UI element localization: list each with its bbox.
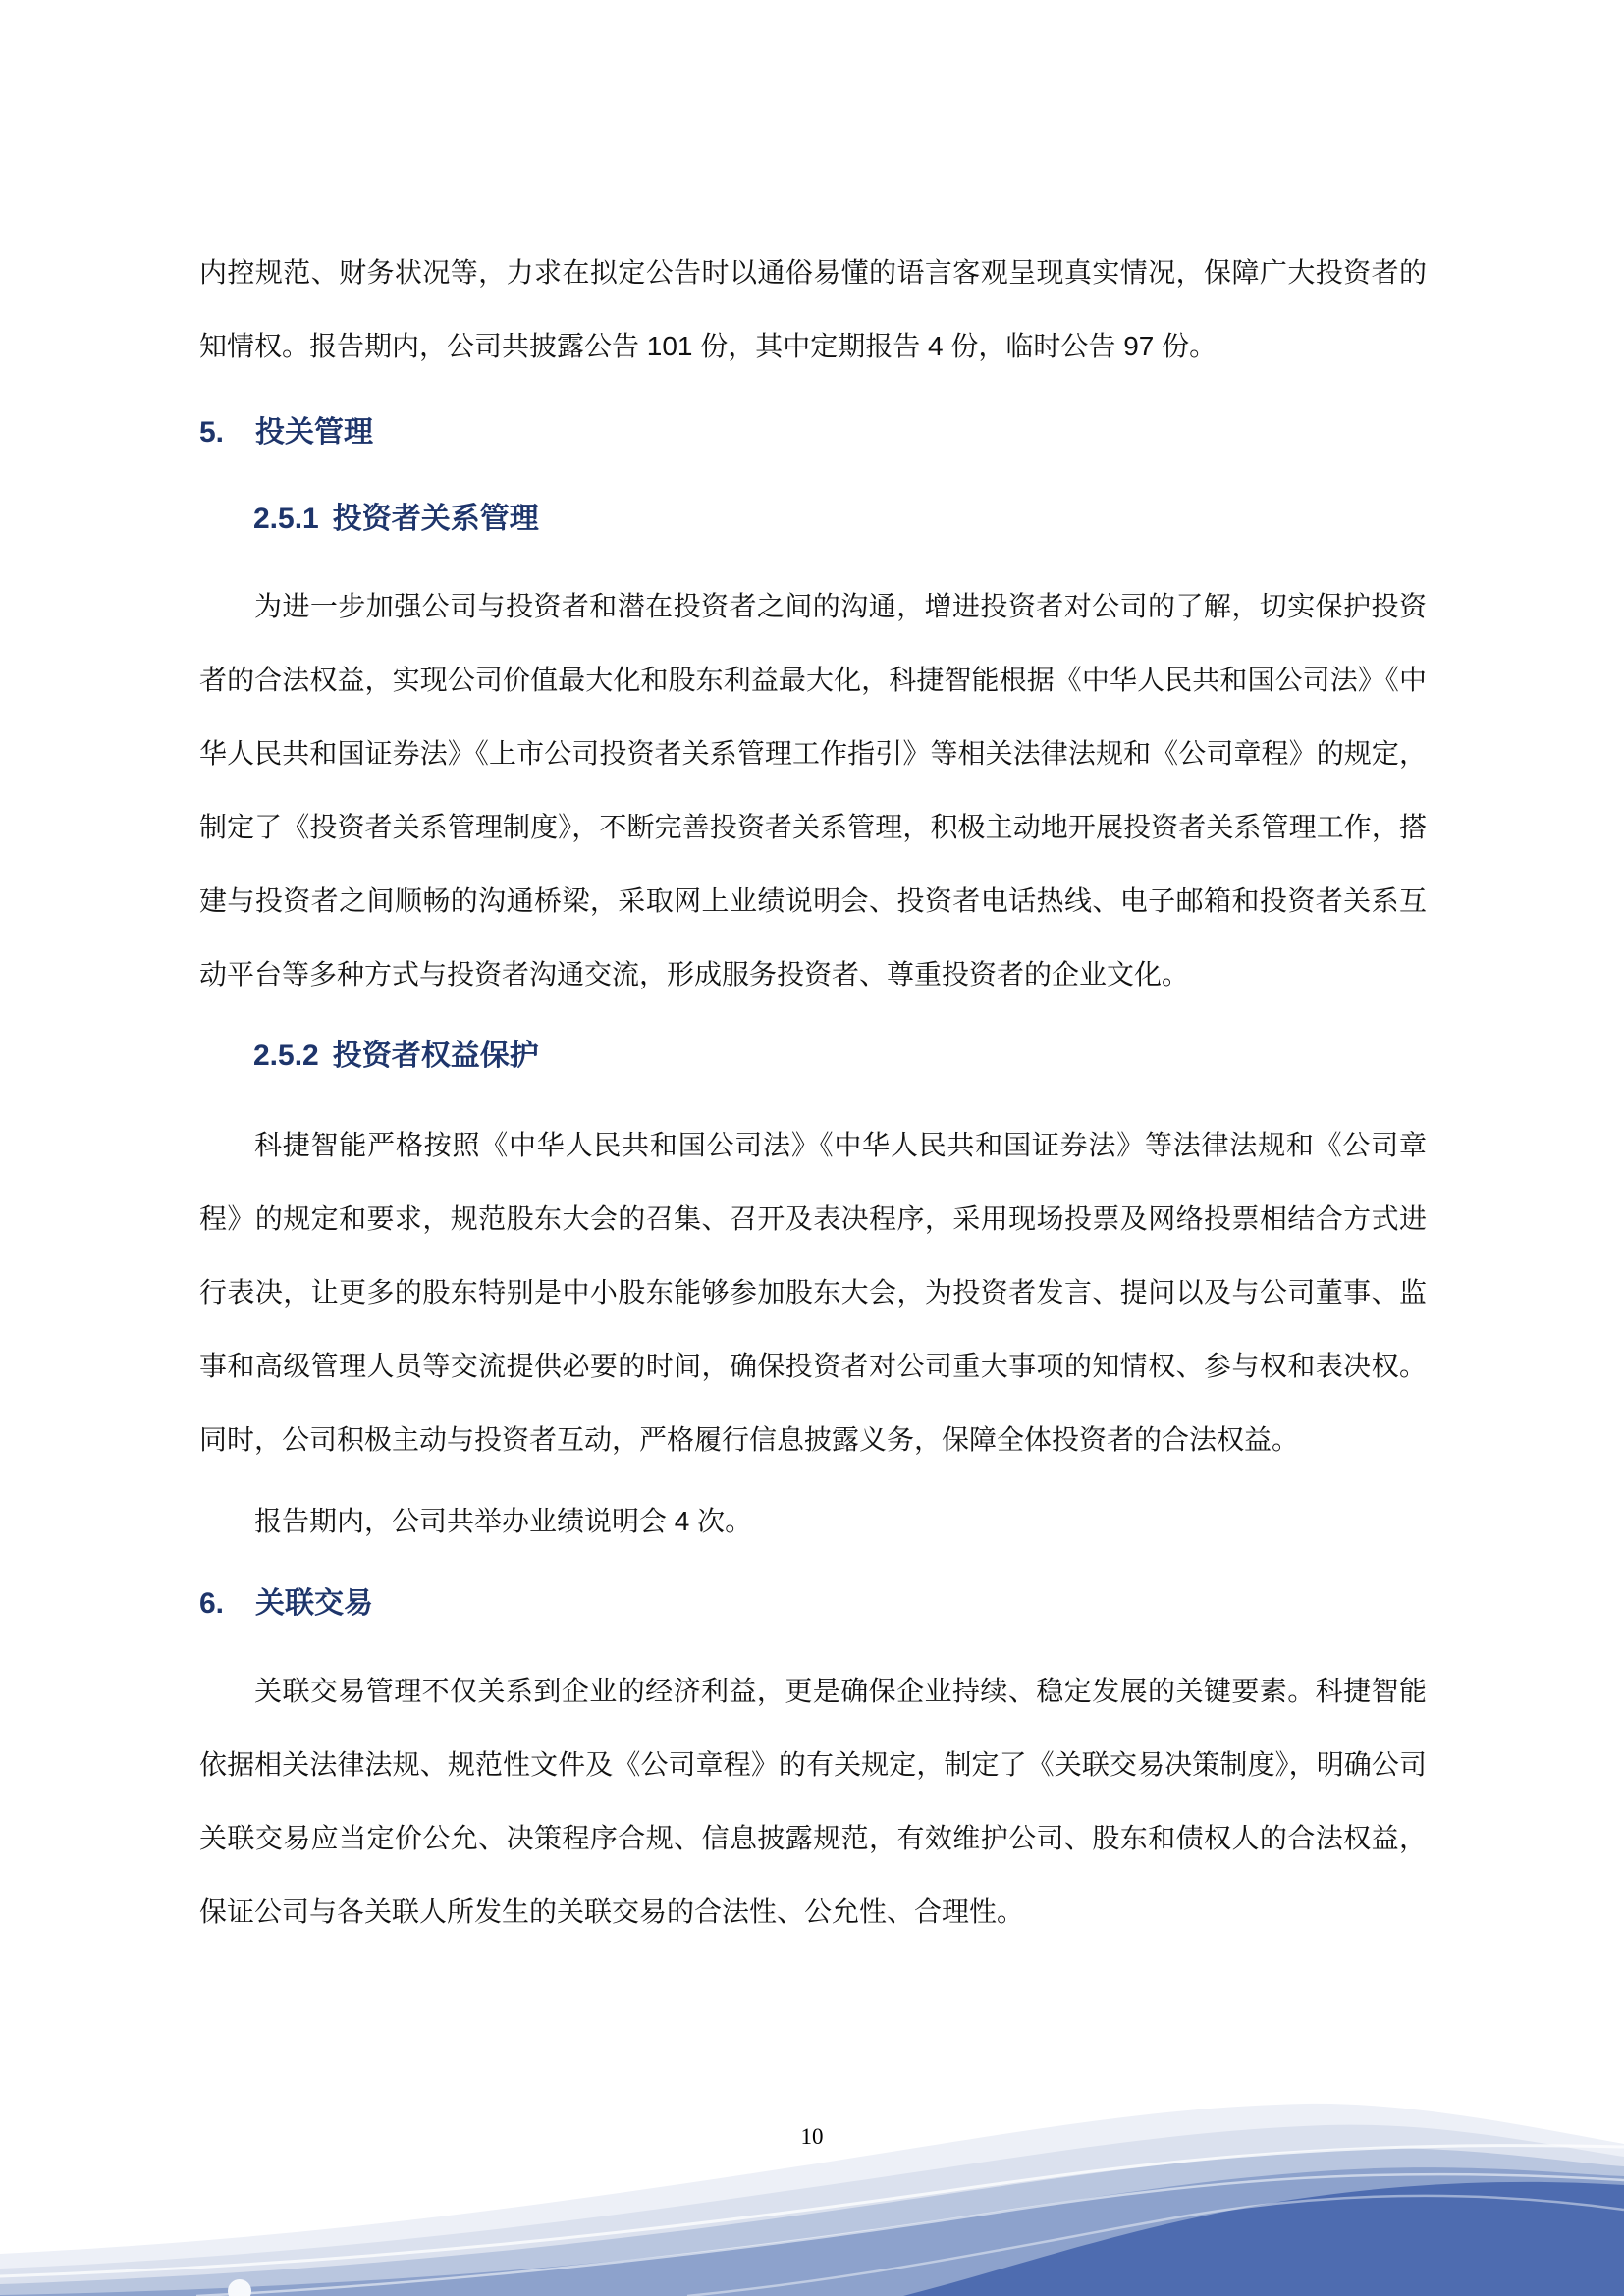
subsection-heading-251 <box>253 497 1427 542</box>
body-paragraph: 关联交易管理不仅关系到企业的经济利益，更是确保企业持续、稳定发展的关键要素。科捷智能依据相关法律法规、规范性文件及《公司章程》的有关规定，制定了《关联交易决策制度》，明确公司关联交易应当定价公允、决策程序合规、信息披露规范，有效维护公司、股东和债权人的合法权益，保证公司与各关联人所发生的关联交易的合法性、公允性、合理性。 <box>199 1676 1427 1927</box>
page-number: 10 <box>800 2124 824 2149</box>
body-paragraph: 为进一步加强公司与投资者和潜在投资者之间的沟通，增进投资者对公司的了解，切实保护投资者的合法权益，实现公司价值最大化和股东利益最大化，科捷智能根据《中华人民共和国公司法》《中华人民共和国证券法》《上市公司投资者关系管理工作指引》等相关法律法规和《公司章程》的规定，制定了《投资者关系管理制度》，不断完善投资者关系管理，积极主动地开展投资者关系管理工作，搭建与投资者之间顺畅的沟通桥梁，采取网上业绩说明会、投资者电话热线、电子邮箱和投资者关系互动平台等多种方式与投资者沟通交流，形成服务投资者、尊重投资者的企业文化。 <box>199 591 1427 989</box>
body-paragraph: 报告期内，公司共举办业绩说明会 4 次。 <box>254 1506 753 1536</box>
text-column <box>199 236 1427 1949</box>
subsection-title: 投资者权益保护 <box>332 1040 539 1072</box>
footer-wave-decoration <box>0 1982 1624 2296</box>
subsection-number: 2.5.2 <box>253 1040 319 1072</box>
section-title: 关联交易 <box>255 1587 373 1620</box>
section-heading-5 <box>199 410 1427 455</box>
subsection-title: 投资者关系管理 <box>332 503 539 535</box>
section-number: 6. <box>199 1587 225 1620</box>
section-heading-6 <box>199 1581 1427 1627</box>
body-paragraph: 内控规范、财务状况等，力求在拟定公告时以通俗易懂的语言客观呈现真实情况，保障广大投资者的知情权。报告期内，公司共披露公告 101 份，其中定期报告 4 份，临时公告 97 份。 <box>199 257 1427 361</box>
subsection-number: 2.5.1 <box>253 503 319 535</box>
section-title: 投关管理 <box>255 416 373 449</box>
subsection-heading-252 <box>253 1034 1427 1079</box>
body-paragraph: 科捷智能严格按照《中华人民共和国公司法》《中华人民共和国证券法》等法律法规和《公司章程》的规定和要求，规范股东大会的召集、召开及表决程序，采用现场投票及网络投票相结合方式进行表决，让更多的股东特别是中小股东能够参加股东大会，为投资者发言、提问以及与公司董事、监事和高级管理人员等交流提供必要的时间，确保投资者对公司重大事项的知情权、参与权和表决权。同时，公司积极主动与投资者互动，严格履行信息披露义务，保障全体投资者的合法权益。 <box>199 1130 1427 1455</box>
section-number: 5. <box>199 416 225 449</box>
